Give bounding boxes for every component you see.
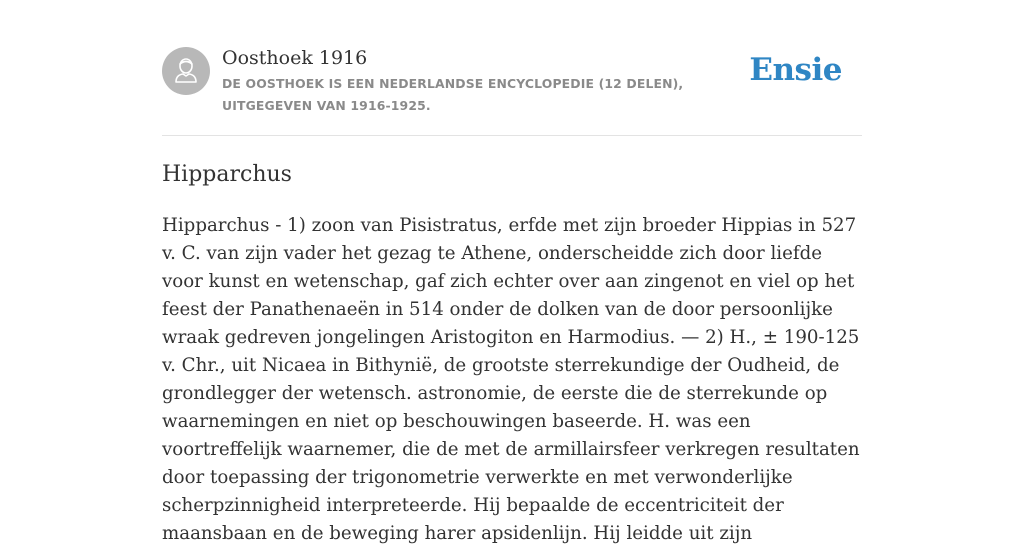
source-name[interactable]: Oosthoek 1916 (222, 47, 368, 69)
source-header (162, 46, 862, 116)
user-silhouette-icon[interactable] (162, 47, 210, 95)
source-description: DE OOSTHOEK IS EEN NEDERLANDSE ENCYCLOPEDIE (12 DELEN), UITGEGEVEN VAN 1916-1925. (222, 76, 684, 113)
article-body: Hipparchus - 1) zoon van Pisistratus, erfde met zijn broeder Hippias in 527 v. C. van zijn vader het gezag te Athene, onderscheidde zich door liefde voor kunst en wetenschap, gaf zich echter over aan zingenot en viel op het feest der Panathenaeën in 514 onder de dolken van de door persoonlijke wraak gedreven jongelingen Aristogiton en Harmodius. — 2) H., ± 190-125 v. Chr., uit Nicaea in Bithynië, de grootste sterrekundige der Oudheid, de grondlegger der wetensch. astronomie, de eerste die de sterrekunde op waarnemingen en niet op beschouwingen baseerde. H. was een voortreffelijk waarnemer, die de met de armillairsfeer verkregen resultaten door toepassing der trigonometrie verwerkte en met verwonderlijke scherpzinnigheid interpreteerde. Hij bepaalde de eccentriciteit der maansbaan en de beweging harer apsidenlijn. Hij leidde uit zijn (162, 215, 860, 544)
brand-logo[interactable]: Ensie (749, 52, 842, 88)
article-title: Hipparchus (162, 162, 292, 187)
header-divider (162, 135, 862, 136)
